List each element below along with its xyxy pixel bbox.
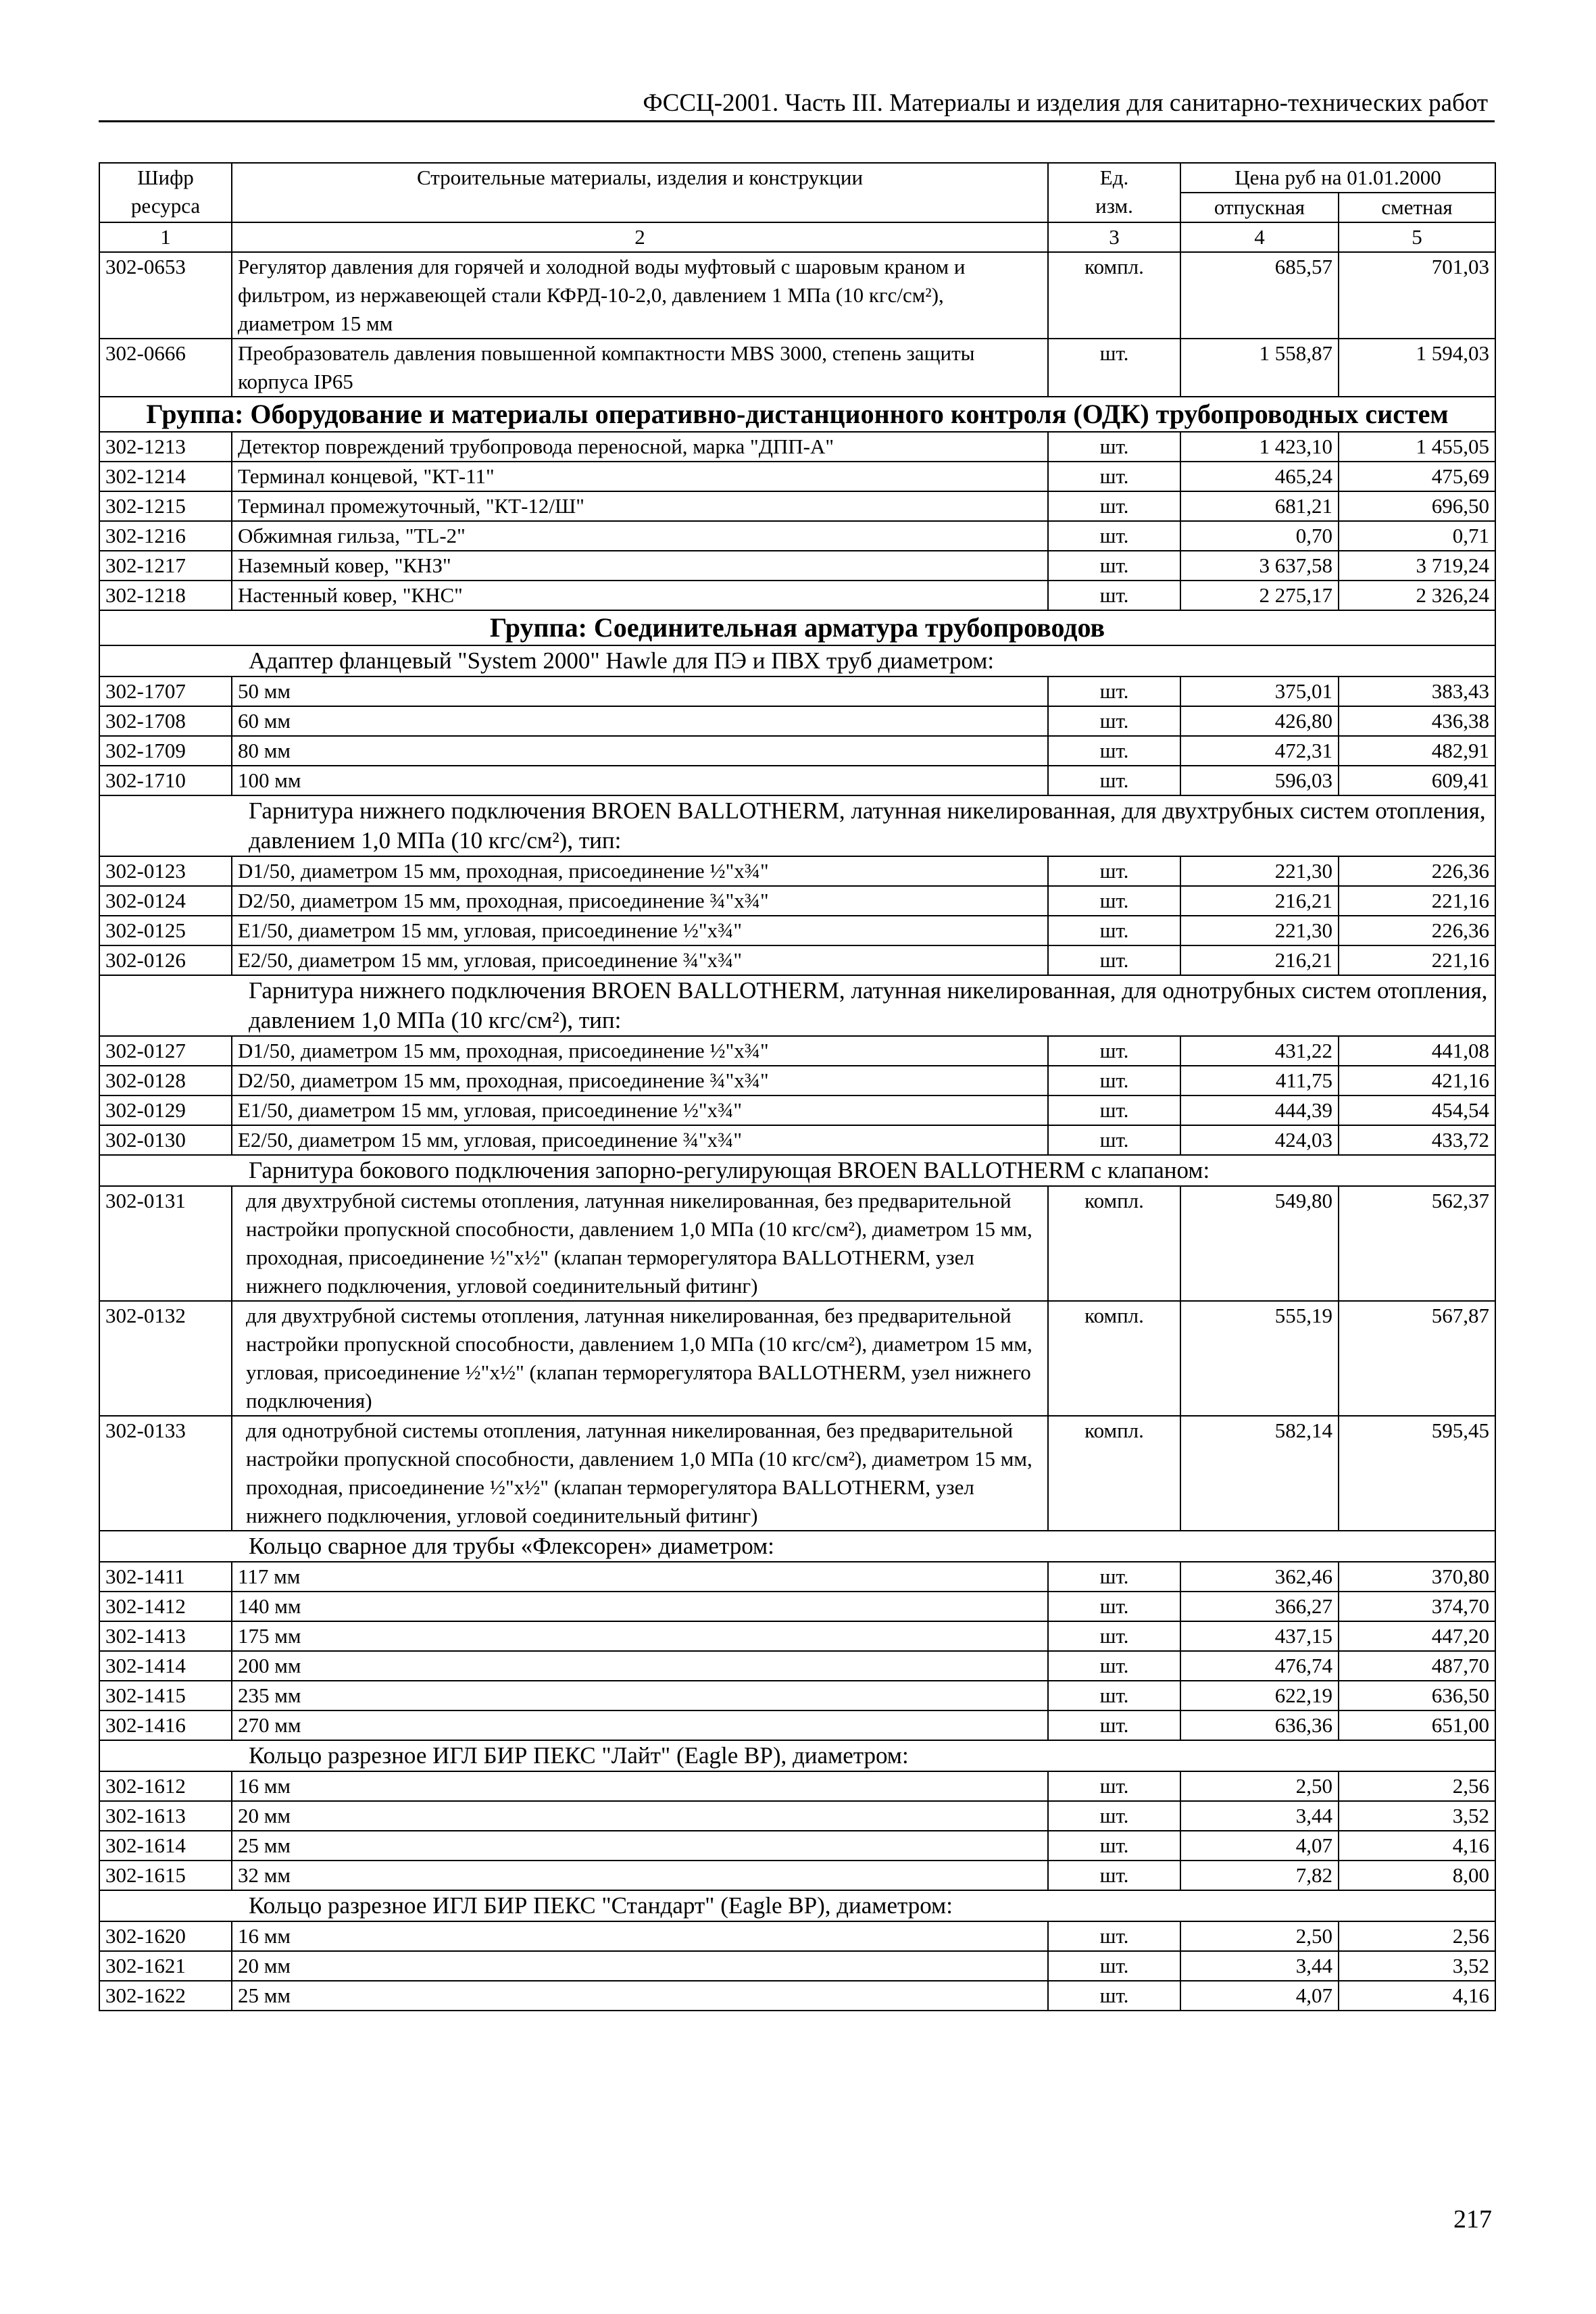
subgroup-heading: Гарнитура бокового подключения запорно-регулирующая BROEN BALLOTHERM с клапаном:: [99, 1155, 1495, 1186]
price-release: 216,21: [1180, 886, 1339, 916]
resource-name: D1/50, диаметром 15 мм, проходная, присоединение ½"x¾": [232, 1036, 1048, 1066]
price-release: 362,46: [1180, 1562, 1339, 1592]
subgroup-heading-row: [99, 975, 1495, 1036]
table-row: [99, 916, 1495, 945]
resource-code: 302-0128: [99, 1066, 232, 1096]
table-row: [99, 856, 1495, 886]
price-estimate: 567,87: [1339, 1301, 1495, 1416]
header-price: Цена руб на 01.01.2000: [1180, 163, 1495, 193]
table-row: [99, 1681, 1495, 1710]
table-row: [99, 1416, 1495, 1531]
price-release: 549,80: [1180, 1186, 1339, 1301]
header-name: Строительные материалы, изделия и конструкции: [232, 163, 1048, 222]
resource-name: 16 мм: [232, 1771, 1048, 1801]
resource-name: 270 мм: [232, 1710, 1048, 1740]
table-row: [99, 676, 1495, 706]
resource-code: 302-0125: [99, 916, 232, 945]
resource-code: 302-0133: [99, 1416, 232, 1531]
table-row: [99, 1186, 1495, 1301]
page-number: 217: [1453, 2205, 1492, 2234]
price-estimate: 3 719,24: [1339, 551, 1495, 581]
resource-code: 302-0132: [99, 1301, 232, 1416]
price-release: 424,03: [1180, 1125, 1339, 1155]
price-release: 444,39: [1180, 1096, 1339, 1125]
resource-unit: компл.: [1048, 1301, 1180, 1416]
table-row: [99, 1921, 1495, 1951]
col-number-4: 4: [1180, 222, 1339, 252]
price-estimate: 447,20: [1339, 1621, 1495, 1651]
resource-name: E2/50, диаметром 15 мм, угловая, присоединение ¾"x¾": [232, 945, 1048, 975]
resource-unit: шт.: [1048, 491, 1180, 521]
price-release: 2,50: [1180, 1921, 1339, 1951]
resource-unit: шт.: [1048, 886, 1180, 916]
col-number-1: 1: [99, 222, 232, 252]
price-estimate: 651,00: [1339, 1710, 1495, 1740]
price-table-body: [99, 163, 1495, 2011]
price-estimate: 421,16: [1339, 1066, 1495, 1096]
price-release: 4,07: [1180, 1831, 1339, 1861]
price-release: 0,70: [1180, 521, 1339, 551]
price-release: 476,74: [1180, 1651, 1339, 1681]
header-code-line2: ресурса: [130, 194, 201, 218]
resource-code: 302-1218: [99, 581, 232, 610]
table-row: [99, 462, 1495, 491]
price-release: 555,19: [1180, 1301, 1339, 1416]
resource-name: Обжимная гильза, "TL-2": [232, 521, 1048, 551]
price-estimate: 4,16: [1339, 1981, 1495, 2011]
group-heading: Группа: Оборудование и материалы оперативно-дистанционного контроля (ОДК) трубопроводных систем: [99, 397, 1495, 432]
resource-code: 302-1613: [99, 1801, 232, 1831]
table-row: [99, 736, 1495, 766]
subgroup-heading: Кольцо разрезное ИГЛ БИР ПЕКС "Лайт" (Eagle BP), диаметром:: [99, 1740, 1495, 1771]
price-estimate: 696,50: [1339, 491, 1495, 521]
price-release: 1 423,10: [1180, 432, 1339, 462]
price-release: 3 637,58: [1180, 551, 1339, 581]
table-row: [99, 945, 1495, 975]
subgroup-heading-row: [99, 795, 1495, 856]
price-estimate: 487,70: [1339, 1651, 1495, 1681]
price-estimate: 221,16: [1339, 886, 1495, 916]
header-price-release: отпускная: [1180, 193, 1339, 222]
price-release: 465,24: [1180, 462, 1339, 491]
price-release: 2,50: [1180, 1771, 1339, 1801]
price-release: 685,57: [1180, 252, 1339, 339]
table-row: [99, 1710, 1495, 1740]
price-estimate: 609,41: [1339, 766, 1495, 795]
resource-name: 200 мм: [232, 1651, 1048, 1681]
col-number-2: 2: [232, 222, 1048, 252]
price-estimate: 8,00: [1339, 1861, 1495, 1890]
price-release: 375,01: [1180, 676, 1339, 706]
resource-code: 302-1615: [99, 1861, 232, 1890]
resource-unit: шт.: [1048, 1621, 1180, 1651]
resource-unit: шт.: [1048, 1562, 1180, 1592]
subgroup-heading-row: [99, 645, 1495, 676]
subgroup-heading-row: [99, 1740, 1495, 1771]
resource-name: 50 мм: [232, 676, 1048, 706]
resource-code: 302-0126: [99, 945, 232, 975]
resource-name: 20 мм: [232, 1951, 1048, 1981]
resource-unit: шт.: [1048, 1921, 1180, 1951]
resource-code: 302-0124: [99, 886, 232, 916]
resource-name: Наземный ковер, "КНЗ": [232, 551, 1048, 581]
resource-name: 60 мм: [232, 706, 1048, 736]
resource-name: для двухтрубной системы отопления, латунная никелированная, без предварительной настройки пропускной способности, давлением 1,0 МПа (10 кгс/см²), диаметром 15 мм, проходная, присоединение ½"x½" (клапан терморегулятора BALLOTHERM, узел нижнего подключения, угловой соединительный фитинг): [232, 1186, 1048, 1301]
resource-code: 302-1614: [99, 1831, 232, 1861]
price-estimate: 595,45: [1339, 1416, 1495, 1531]
resource-name: для двухтрубной системы отопления, латунная никелированная, без предварительной настройки пропускной способности, давлением 1,0 МПа (10 кгс/см²), диаметром 15 мм, угловая, присоединение ½"x½" (клапан терморегулятора BALLOTHERM, узел нижнего подключения): [232, 1301, 1048, 1416]
resource-name: E1/50, диаметром 15 мм, угловая, присоединение ½"x¾": [232, 1096, 1048, 1125]
table-row: [99, 1301, 1495, 1416]
resource-name: Терминал промежуточный, "КТ-12/Ш": [232, 491, 1048, 521]
subgroup-heading: Гарнитура нижнего подключения BROEN BALLOTHERM, латунная никелированная, для двухтрубных систем отопления, давлением 1,0 МПа (10 кгс/см²), тип:: [99, 795, 1495, 856]
page-header: ФССЦ-2001. Часть III. Материалы и изделия для санитарно-технических работ: [99, 87, 1495, 122]
header-unit-line1: Ед.: [1099, 166, 1129, 189]
table-row: [99, 766, 1495, 795]
resource-code: 302-1710: [99, 766, 232, 795]
table-row: [99, 252, 1495, 339]
resource-unit: шт.: [1048, 521, 1180, 551]
col-number-5: 5: [1339, 222, 1495, 252]
resource-name: 235 мм: [232, 1681, 1048, 1710]
price-release: 4,07: [1180, 1981, 1339, 2011]
resource-unit: компл.: [1048, 252, 1180, 339]
resource-code: 302-1622: [99, 1981, 232, 2011]
price-estimate: 441,08: [1339, 1036, 1495, 1066]
resource-name: 175 мм: [232, 1621, 1048, 1651]
price-release: 1 558,87: [1180, 339, 1339, 397]
price-estimate: 226,36: [1339, 856, 1495, 886]
price-estimate: 1 455,05: [1339, 432, 1495, 462]
price-table: [99, 162, 1496, 2011]
resource-unit: шт.: [1048, 1036, 1180, 1066]
resource-unit: шт.: [1048, 551, 1180, 581]
resource-name: 117 мм: [232, 1562, 1048, 1592]
subgroup-heading: Гарнитура нижнего подключения BROEN BALLOTHERM, латунная никелированная, для однотрубных систем отопления, давлением 1,0 МПа (10 кгс/см²), тип:: [99, 975, 1495, 1036]
price-estimate: 0,71: [1339, 521, 1495, 551]
group-heading: Группа: Соединительная арматура трубопроводов: [99, 610, 1495, 645]
price-release: 221,30: [1180, 916, 1339, 945]
price-estimate: 3,52: [1339, 1801, 1495, 1831]
table-row: [99, 1592, 1495, 1621]
resource-name: 16 мм: [232, 1921, 1048, 1951]
price-estimate: 562,37: [1339, 1186, 1495, 1301]
price-estimate: 370,80: [1339, 1562, 1495, 1592]
subgroup-heading: Кольцо сварное для трубы «Флексорен» диаметром:: [99, 1531, 1495, 1562]
resource-code: 302-1707: [99, 676, 232, 706]
price-estimate: 433,72: [1339, 1125, 1495, 1155]
resource-code: 302-1213: [99, 432, 232, 462]
price-estimate: 226,36: [1339, 916, 1495, 945]
resource-name: Детектор повреждений трубопровода переносной, марка "ДПП-А": [232, 432, 1048, 462]
price-estimate: 454,54: [1339, 1096, 1495, 1125]
resource-code: 302-1412: [99, 1592, 232, 1621]
resource-unit: шт.: [1048, 339, 1180, 397]
resource-unit: шт.: [1048, 1801, 1180, 1831]
resource-name: для однотрубной системы отопления, латунная никелированная, без предварительной настройки пропускной способности, давлением 1,0 МПа (10 кгс/см²), диаметром 15 мм, проходная, присоединение ½"x½" (клапан терморегулятора BALLOTHERM, узел нижнего подключения, угловой соединительный фитинг): [232, 1416, 1048, 1531]
resource-name: 140 мм: [232, 1592, 1048, 1621]
resource-name: 32 мм: [232, 1861, 1048, 1890]
table-row: [99, 339, 1495, 397]
resource-unit: шт.: [1048, 1710, 1180, 1740]
price-release: 582,14: [1180, 1416, 1339, 1531]
price-release: 437,15: [1180, 1621, 1339, 1651]
resource-name: 25 мм: [232, 1981, 1048, 2011]
resource-name: Настенный ковер, "КНС": [232, 581, 1048, 610]
resource-code: 302-0666: [99, 339, 232, 397]
resource-name: 25 мм: [232, 1831, 1048, 1861]
resource-code: 302-1217: [99, 551, 232, 581]
resource-unit: шт.: [1048, 1592, 1180, 1621]
table-row: [99, 1621, 1495, 1651]
subgroup-heading-row: [99, 1155, 1495, 1186]
resource-code: 302-0130: [99, 1125, 232, 1155]
table-row: [99, 706, 1495, 736]
resource-code: 302-1709: [99, 736, 232, 766]
price-estimate: 221,16: [1339, 945, 1495, 975]
resource-name: 80 мм: [232, 736, 1048, 766]
table-row: [99, 1861, 1495, 1890]
table-row: [99, 432, 1495, 462]
resource-name: Регулятор давления для горячей и холодной воды муфтовый с шаровым краном и фильтром, из нержавеющей стали КФРД-10-2,0, давлением 1 МПа (10 кгс/см²), диаметром 15 мм: [232, 252, 1048, 339]
resource-code: 302-0653: [99, 252, 232, 339]
resource-name: D1/50, диаметром 15 мм, проходная, присоединение ½"x¾": [232, 856, 1048, 886]
table-row: [99, 1562, 1495, 1592]
resource-code: 302-0127: [99, 1036, 232, 1066]
resource-name: 100 мм: [232, 766, 1048, 795]
price-estimate: 374,70: [1339, 1592, 1495, 1621]
header-unit: [1048, 163, 1180, 222]
price-release: 596,03: [1180, 766, 1339, 795]
table-row: [99, 1036, 1495, 1066]
resource-unit: шт.: [1048, 1066, 1180, 1096]
subgroup-heading-row: [99, 1890, 1495, 1921]
table-row: [99, 1096, 1495, 1125]
subgroup-heading: Адаптер фланцевый "System 2000" Hawle для ПЭ и ПВХ труб диаметром:: [99, 645, 1495, 676]
header-code-line1: Шифр: [137, 166, 194, 189]
resource-code: 302-1411: [99, 1562, 232, 1592]
resource-code: 302-0129: [99, 1096, 232, 1125]
resource-unit: компл.: [1048, 1416, 1180, 1531]
resource-unit: шт.: [1048, 706, 1180, 736]
price-release: 472,31: [1180, 736, 1339, 766]
price-release: 216,21: [1180, 945, 1339, 975]
resource-code: 302-0123: [99, 856, 232, 886]
table-row: [99, 491, 1495, 521]
resource-unit: шт.: [1048, 432, 1180, 462]
resource-code: 302-1708: [99, 706, 232, 736]
resource-name: Терминал концевой, "КТ-11": [232, 462, 1048, 491]
resource-code: 302-1215: [99, 491, 232, 521]
resource-unit: шт.: [1048, 1951, 1180, 1981]
header-price-estimate: сметная: [1339, 193, 1495, 222]
price-estimate: 436,38: [1339, 706, 1495, 736]
resource-unit: шт.: [1048, 766, 1180, 795]
price-estimate: 701,03: [1339, 252, 1495, 339]
price-release: 366,27: [1180, 1592, 1339, 1621]
resource-unit: шт.: [1048, 945, 1180, 975]
resource-unit: шт.: [1048, 1125, 1180, 1155]
resource-name: D2/50, диаметром 15 мм, проходная, присоединение ¾"x¾": [232, 1066, 1048, 1096]
resource-name: 20 мм: [232, 1801, 1048, 1831]
table-row: [99, 886, 1495, 916]
resource-code: 302-1414: [99, 1651, 232, 1681]
table-row: [99, 551, 1495, 581]
table-row: [99, 1801, 1495, 1831]
resource-unit: шт.: [1048, 462, 1180, 491]
subgroup-heading: Кольцо разрезное ИГЛ БИР ПЕКС "Стандарт" (Eagle BP), диаметром:: [99, 1890, 1495, 1921]
price-estimate: 2,56: [1339, 1921, 1495, 1951]
resource-unit: шт.: [1048, 1771, 1180, 1801]
price-estimate: 2,56: [1339, 1771, 1495, 1801]
table-row: [99, 581, 1495, 610]
resource-code: 302-1413: [99, 1621, 232, 1651]
resource-name: D2/50, диаметром 15 мм, проходная, присоединение ¾"x¾": [232, 886, 1048, 916]
price-release: 431,22: [1180, 1036, 1339, 1066]
header-unit-line2: изм.: [1095, 194, 1133, 218]
resource-unit: шт.: [1048, 1096, 1180, 1125]
table-row: [99, 521, 1495, 551]
price-release: 2 275,17: [1180, 581, 1339, 610]
price-release: 221,30: [1180, 856, 1339, 886]
price-release: 411,75: [1180, 1066, 1339, 1096]
group-heading-row: [99, 610, 1495, 645]
resource-code: 302-1612: [99, 1771, 232, 1801]
table-row: [99, 1951, 1495, 1981]
col-number-3: 3: [1048, 222, 1180, 252]
table-row: [99, 1771, 1495, 1801]
resource-unit: шт.: [1048, 916, 1180, 945]
price-release: 681,21: [1180, 491, 1339, 521]
header-code: [99, 163, 232, 222]
price-estimate: 1 594,03: [1339, 339, 1495, 397]
resource-unit: шт.: [1048, 856, 1180, 886]
table-row: [99, 1981, 1495, 2011]
resource-unit: шт.: [1048, 1651, 1180, 1681]
price-estimate: 2 326,24: [1339, 581, 1495, 610]
column-number-row: [99, 222, 1495, 252]
resource-code: 302-0131: [99, 1186, 232, 1301]
resource-name: E1/50, диаметром 15 мм, угловая, присоединение ½"x¾": [232, 916, 1048, 945]
subgroup-heading-row: [99, 1531, 1495, 1562]
resource-unit: шт.: [1048, 1861, 1180, 1890]
table-header-row: [99, 163, 1495, 193]
resource-code: 302-1416: [99, 1710, 232, 1740]
price-estimate: 482,91: [1339, 736, 1495, 766]
resource-name: E2/50, диаметром 15 мм, угловая, присоединение ¾"x¾": [232, 1125, 1048, 1155]
resource-unit: шт.: [1048, 581, 1180, 610]
price-estimate: 475,69: [1339, 462, 1495, 491]
resource-code: 302-1415: [99, 1681, 232, 1710]
table-row: [99, 1066, 1495, 1096]
price-estimate: 636,50: [1339, 1681, 1495, 1710]
price-release: 622,19: [1180, 1681, 1339, 1710]
price-estimate: 383,43: [1339, 676, 1495, 706]
resource-unit: шт.: [1048, 1831, 1180, 1861]
resource-code: 302-1214: [99, 462, 232, 491]
price-estimate: 4,16: [1339, 1831, 1495, 1861]
resource-unit: шт.: [1048, 1681, 1180, 1710]
resource-unit: шт.: [1048, 1981, 1180, 2011]
resource-code: 302-1621: [99, 1951, 232, 1981]
resource-code: 302-1620: [99, 1921, 232, 1951]
price-release: 636,36: [1180, 1710, 1339, 1740]
resource-unit: шт.: [1048, 736, 1180, 766]
resource-code: 302-1216: [99, 521, 232, 551]
table-row: [99, 1651, 1495, 1681]
resource-unit: компл.: [1048, 1186, 1180, 1301]
price-release: 426,80: [1180, 706, 1339, 736]
resource-unit: шт.: [1048, 676, 1180, 706]
group-heading-row: [99, 397, 1495, 432]
table-row: [99, 1125, 1495, 1155]
price-release: 3,44: [1180, 1801, 1339, 1831]
price-release: 3,44: [1180, 1951, 1339, 1981]
price-estimate: 3,52: [1339, 1951, 1495, 1981]
table-row: [99, 1831, 1495, 1861]
price-release: 7,82: [1180, 1861, 1339, 1890]
resource-name: Преобразователь давления повышенной компактности MBS 3000, степень защиты корпуса IP65: [232, 339, 1048, 397]
